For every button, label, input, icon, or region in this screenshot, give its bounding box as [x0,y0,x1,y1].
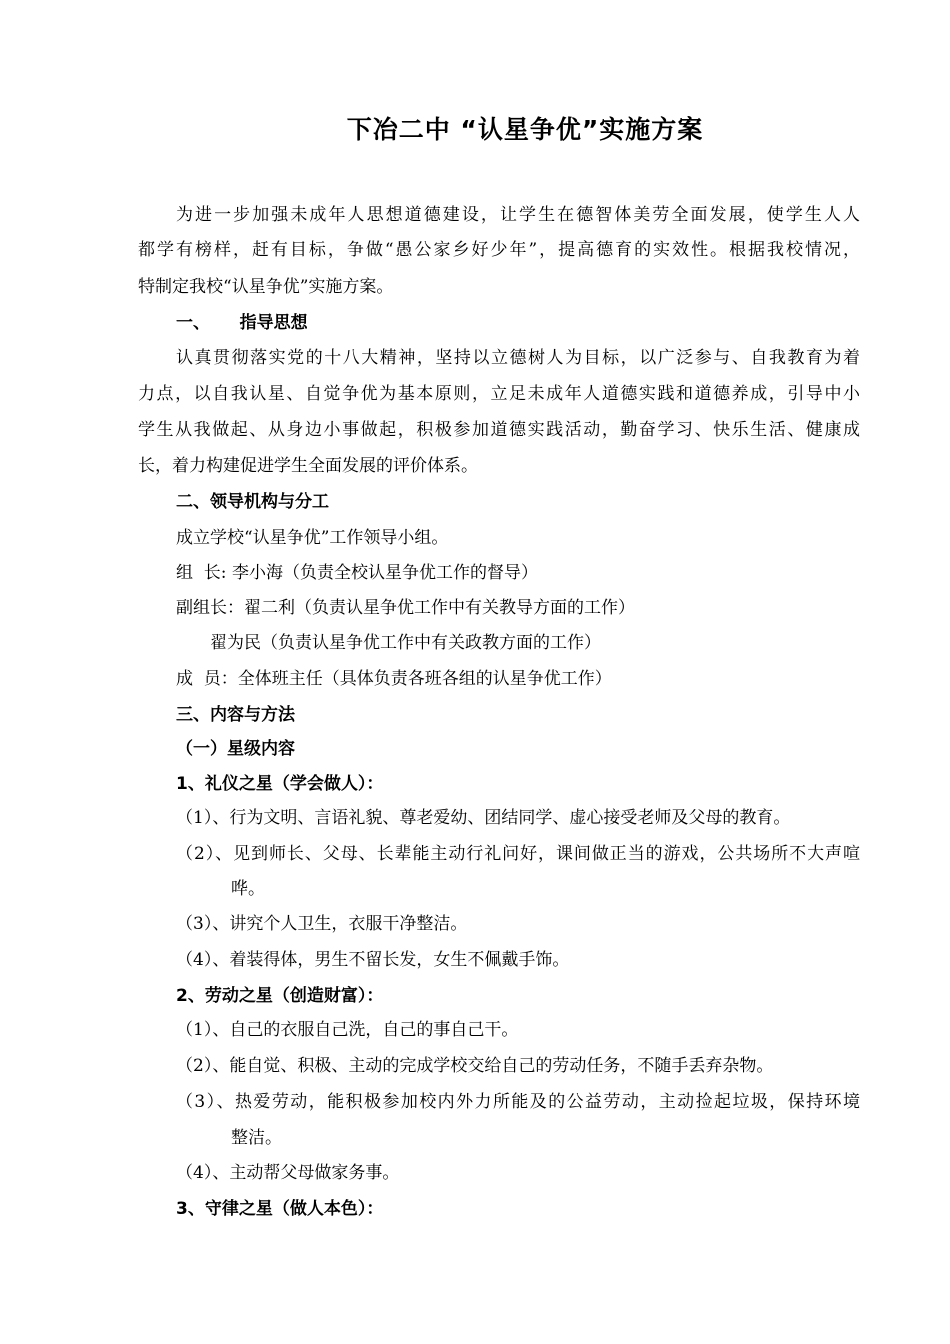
section1-line-1: 认真贯彻落实党的十八大精神，坚持以立德树人为目标，以广泛参与、自我教育为着 [176,348,860,368]
star2-item-4: （4）、主动帮父母做家务事。 [176,1163,400,1183]
star2-item-2: （2）、能自觉、积极、主动的完成学校交给自己的劳动任务，不随手丢弃杂物。 [176,1056,774,1076]
star1-item-1: （1）、行为文明、言语礼貌、尊老爱幼、团结同学、虚心接受老师及父母的教育。 [176,808,791,828]
page-title: 下冶二中 “认星争优”实施方案 [346,115,704,144]
section1-heading: 一、 指导思想 [176,313,308,333]
star2-item-3-cont: 整洁。 [231,1128,282,1148]
star2-item-3: （3）、热爱劳动，能积极参加校内外力所能及的公益劳动，主动捡起垃圾，保持环境 [176,1092,860,1112]
section2-heading: 二、领导机构与分工 [176,492,329,512]
section1-line-3: 学生从我做起、从身边小事做起，积极参加道德实践活动，勤奋学习、快乐生活、健康成 [138,420,860,440]
section1-line-2: 力点，以自我认星、自觉争优为基本原则，立足未成年人道德实践和道德养成，引导中小 [138,384,860,404]
intro-line-3: 特制定我校“认星争优”实施方案。 [138,277,394,297]
star3-heading: 3、守律之星（做人本色）： [176,1199,384,1219]
section2-line-1: 成立学校“认星争优”工作领导小组。 [176,528,449,548]
section2-line-2: 组 长: 李小海（负责全校认星争优工作的督导） [176,563,538,583]
star1-item-2: （2）、见到师长、父母、长辈能主动行礼问好，课间做正当的游戏，公共场所不大声喧 [176,844,860,864]
section3-heading: 三、内容与方法 [176,705,295,725]
intro-line-2: 都学有榜样，赶有目标，争做“愚公家乡好少年”，提高德育的实效性。根据我校情况， [138,240,860,260]
star2-heading: 2、劳动之星（创造财富）： [176,986,384,1006]
section2-line-3: 副组长：翟二利（负责认星争优工作中有关教导方面的工作） [176,598,635,618]
section2-line-5: 成 员：全体班主任（具体负责各班各组的认星争优工作） [176,669,612,689]
intro-line-1: 为进一步加强未成年人思想道德建设，让学生在德智体美劳全面发展，使学生人人 [176,205,860,225]
star1-heading: 1、礼仪之星（学会做人）： [176,774,384,794]
star1-item-2-cont: 哗。 [231,879,265,899]
section1-line-4: 长，着力构建促进学生全面发展的评价体系。 [138,456,478,476]
star1-item-4: （4）、着装得体，男生不留长发，女生不佩戴手饰。 [176,950,570,970]
star1-item-3: （3）、讲究个人卫生，衣服干净整洁。 [176,914,468,934]
section2-line-4: 翟为民（负责认星争优工作中有关政教方面的工作） [210,633,601,653]
section3-subheading: （一）星级内容 [176,739,295,759]
star2-item-1: （1）、自己的衣服自己洗，自己的事自己干。 [176,1020,519,1040]
